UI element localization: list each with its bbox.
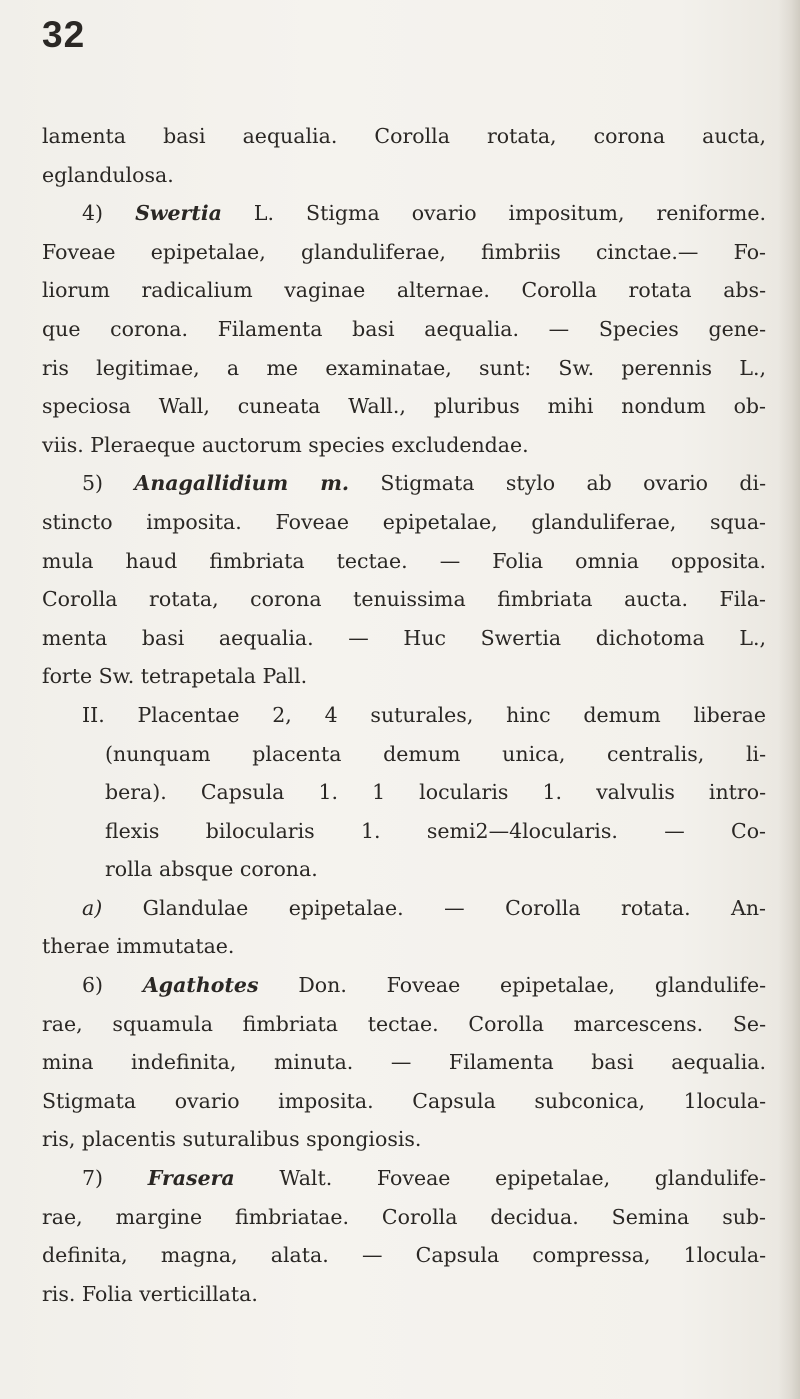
text-line bbox=[42, 1005, 766, 1044]
text-segment: L. Stigma ovario impositum, reniforme. bbox=[221, 201, 766, 226]
text-segment: ris. Folia verticillata. bbox=[42, 1281, 258, 1306]
text-line bbox=[42, 889, 766, 928]
text-line bbox=[42, 426, 766, 465]
genus-name: Frasera bbox=[147, 1166, 235, 1191]
text-segment: ris legitimae, a me examinatae, sunt: Sw. perennis L., bbox=[42, 355, 766, 380]
text-line bbox=[42, 735, 766, 774]
text-segment: Don. Foveae epipetalae, glandulife- bbox=[258, 973, 767, 998]
text-segment: rolla absque corona. bbox=[105, 857, 318, 882]
text-segment: viis. Pleraeque auctorum species excludendae. bbox=[42, 432, 529, 457]
text-line bbox=[42, 580, 766, 619]
text-segment: bera). Capsula 1. 1 locularis 1. valvulis intro- bbox=[105, 780, 766, 805]
text-line bbox=[42, 1159, 766, 1198]
text-segment: 6) bbox=[82, 973, 143, 998]
text-line bbox=[42, 117, 766, 156]
text-segment: mula haud fimbriata tectae. — Folia omnia opposita. bbox=[42, 548, 766, 573]
text-segment: definita, magna, alata. — Capsula compressa, 1locula- bbox=[42, 1243, 766, 1268]
text-segment: Glandulae epipetalae. — Corolla rotata. An- bbox=[102, 895, 766, 920]
text-line bbox=[42, 387, 766, 426]
text-segment: rae, margine fimbriatae. Corolla decidua. Semina sub- bbox=[42, 1204, 766, 1229]
text-segment: rae, squamula fimbriata tectae. Corolla marcescens. Se- bbox=[42, 1011, 766, 1036]
text-segment: ris, placentis suturalibus spongiosis. bbox=[42, 1127, 422, 1152]
page-edge-shadow bbox=[778, 0, 800, 1399]
text-line bbox=[42, 464, 766, 503]
text-line bbox=[42, 966, 766, 1005]
text-segment: mina indefinita, minuta. — Filamenta basi aequalia. bbox=[42, 1050, 766, 1075]
text-line bbox=[42, 233, 766, 272]
text-segment: eglandulosa. bbox=[42, 162, 174, 187]
text-line bbox=[42, 310, 766, 349]
text-segment: lamenta basi aequalia. Corolla rotata, corona aucta, bbox=[42, 124, 766, 148]
text-line bbox=[42, 657, 766, 696]
text-line bbox=[42, 850, 766, 889]
text-segment: Walt. Foveae epipetalae, glandulife- bbox=[234, 1166, 766, 1191]
text-line bbox=[42, 194, 766, 233]
text-segment: 5) bbox=[82, 471, 135, 496]
text-segment: 4) bbox=[82, 201, 136, 226]
text-segment: forte Sw. tetrapetala Pall. bbox=[42, 664, 308, 689]
text-segment: stincto imposita. Foveae epipetalae, glanduliferae, squa- bbox=[42, 509, 766, 534]
page-number: 32 bbox=[42, 14, 86, 55]
text-segment: 7) bbox=[82, 1166, 148, 1191]
genus-name: Anagallidium m. bbox=[134, 471, 350, 496]
text-segment: speciosa Wall, cuneata Wall., pluribus mihi nondum ob- bbox=[42, 394, 766, 419]
text-segment: Corolla rotata, corona tenuissima fimbriata aucta. Fila- bbox=[42, 587, 766, 612]
text-segment: que corona. Filamenta basi aequalia. — Species gene- bbox=[42, 316, 766, 341]
text-segment: menta basi aequalia. — Huc Swertia dichotoma L., bbox=[42, 625, 766, 650]
text-line bbox=[42, 542, 766, 581]
body-text bbox=[42, 117, 766, 1313]
text-line bbox=[42, 696, 766, 735]
genus-name: Agathotes bbox=[142, 973, 259, 998]
text-line bbox=[42, 1275, 766, 1314]
text-segment: Stigmata stylo ab ovario di- bbox=[349, 471, 766, 496]
section-letter: a) bbox=[82, 895, 103, 920]
text-line bbox=[42, 1198, 766, 1237]
text-line bbox=[42, 503, 766, 542]
text-segment: therae immutatae. bbox=[42, 934, 235, 959]
text-segment: II. Placentae 2, 4 suturales, hinc demum liberae bbox=[82, 702, 766, 727]
text-segment: flexis bilocularis 1. semi2—4locularis. — Co- bbox=[105, 818, 766, 843]
text-segment: (nunquam placenta demum unica, centralis, li- bbox=[105, 741, 766, 766]
text-segment: Stigmata ovario imposita. Capsula subconica, 1locula- bbox=[42, 1088, 766, 1113]
text-segment: Foveae epipetalae, glanduliferae, fimbriis cinctae.— Fo- bbox=[42, 239, 766, 264]
text-line bbox=[42, 1236, 766, 1275]
text-line bbox=[42, 1120, 766, 1159]
text-line bbox=[42, 619, 766, 658]
text-line bbox=[42, 1043, 766, 1082]
text-line bbox=[42, 812, 766, 851]
text-segment: liorum radicalium vaginae alternae. Corolla rotata abs- bbox=[42, 278, 766, 303]
text-line bbox=[42, 271, 766, 310]
text-line bbox=[42, 773, 766, 812]
text-line bbox=[42, 349, 766, 388]
genus-name: Swertia bbox=[135, 201, 222, 226]
text-line bbox=[42, 156, 766, 195]
text-line bbox=[42, 1082, 766, 1121]
text-line bbox=[42, 927, 766, 966]
